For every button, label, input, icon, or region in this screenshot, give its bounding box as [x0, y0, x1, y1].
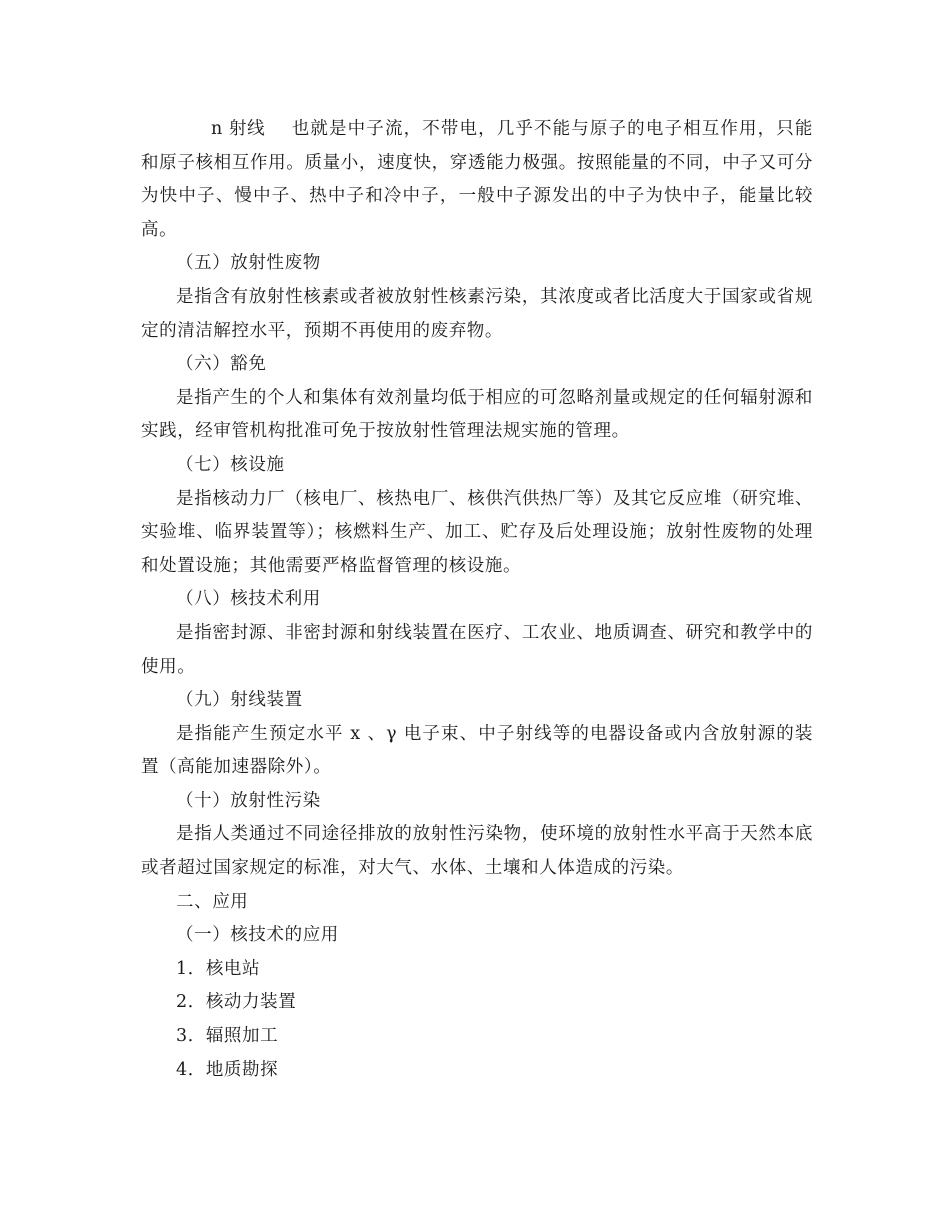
list-item-3: 3．辐照加工 [176, 1026, 279, 1047]
section-heading-6: （六）豁免 [176, 354, 267, 375]
section-body-10: 是指人类通过不同途径排放的放射性污染物，使环境的放射性水平高于天然本底或者超过国家规定的标准，对大气、水体、土壤和人体造成的污染。 [141, 824, 813, 879]
list-item-2: 2．核动力装置 [176, 992, 297, 1013]
section-body-6: 是指产生的个人和集体有效剂量均低于相应的可忽略剂量或规定的任何辐射源和实践，经审管机构批准可免于按放射性管理法规实施的管理。 [141, 387, 813, 442]
section-heading-5: （五）放射性废物 [176, 253, 321, 274]
list-item-1: 1．核电站 [176, 958, 261, 979]
section-heading-8: （八）核技术利用 [176, 589, 321, 610]
part-two-heading: 二、应用 [176, 891, 249, 912]
section-heading-10: （十）放射性污染 [176, 790, 321, 811]
part-two-subheading: （一）核技术的应用 [176, 925, 339, 946]
section-heading-7: （七）核设施 [176, 454, 285, 475]
neutron-text: 也就是中子流，不带电，几乎不能与原子的电子相互作用，只能和原子核相互作用。质量小，速度快，穿透能力极强。按照能量的不同，中子又可分为快中子、慢中子、热中子和冷中子，一般中子源发出的中子为快中子，能量比较高。 [141, 119, 813, 240]
section-heading-9: （九）射线装置 [176, 690, 303, 711]
neutron-paragraph [141, 113, 813, 247]
section-body-5: 是指含有放射性核素或者被放射性核素污染，其浓度或者比活度大于国家或省规定的清洁解控水平，预期不再使用的废弃物。 [141, 286, 813, 341]
neutron-term: n 射线 [211, 119, 266, 139]
document-body [141, 113, 813, 1087]
list-item-4: 4．地质勘探 [176, 1059, 279, 1080]
section-body-8: 是指密封源、非密封源和射线装置在医疗、工农业、地质调查、研究和教学中的使用。 [141, 622, 813, 677]
section-body-7: 是指核动力厂（核电厂、核热电厂、核供汽供热厂等）及其它反应堆（研究堆、实验堆、临界装置等）；核燃料生产、加工、贮存及后处理设施；放射性废物的处理和处置设施；其他需要严格监督管理的核设施。 [141, 488, 813, 576]
section-body-9: 是指能产生预定水平 x 、γ 电子束、中子射线等的电器设备或内含放射源的装置（高能加速器除外）。 [141, 723, 813, 778]
